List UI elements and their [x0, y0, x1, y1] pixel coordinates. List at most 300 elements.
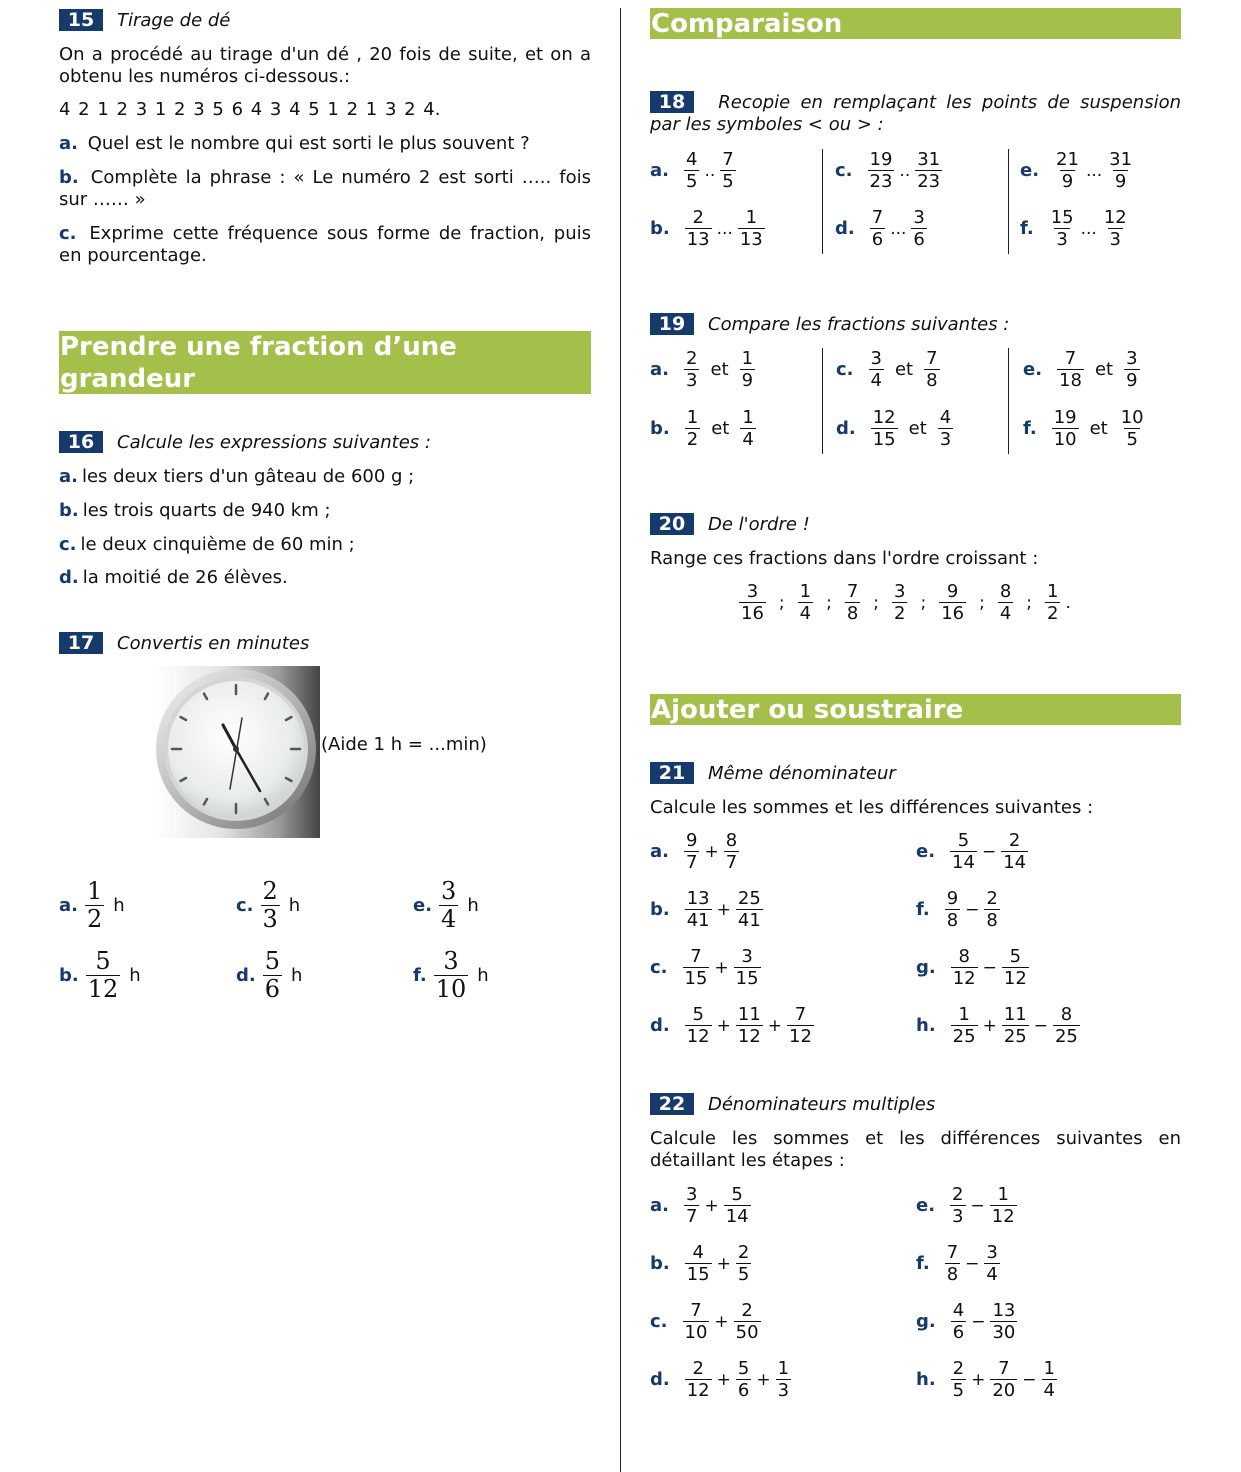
numerator: 7 [1064, 348, 1077, 369]
unit-label: h [467, 895, 479, 916]
fraction [950, 1184, 965, 1227]
item-label: b. [650, 899, 670, 920]
numerator: 11 [1003, 1004, 1027, 1025]
fraction [990, 1358, 1017, 1401]
denominator: 25 [1003, 1026, 1027, 1047]
fraction [685, 1004, 712, 1047]
exercise-15-intro: On a procédé au tirage d'un dé , 20 fois de suite, et on a obtenu les numéros ci-dessous.: [59, 44, 591, 87]
fraction [739, 581, 766, 624]
fraction [740, 348, 755, 391]
denominator: 3 [685, 370, 698, 391]
item-label: g. [916, 957, 936, 978]
numerator: 1 [777, 1358, 790, 1379]
calculation-item [650, 1242, 754, 1285]
item-label: d. [59, 567, 79, 588]
denominator: 12 [952, 968, 976, 989]
denominator: 5 [1126, 429, 1138, 450]
fraction [938, 407, 953, 450]
clock-icon [156, 666, 320, 838]
numerator: 4 [952, 1300, 965, 1321]
fraction [951, 1300, 966, 1343]
numerator: 1 [1043, 1358, 1055, 1379]
item-label: h. [916, 1015, 936, 1036]
item-label: b. [59, 965, 79, 986]
question-text: Exprime cette fréquence sous forme de fraction, puis en pourcentage. [59, 223, 591, 266]
clock-image [156, 666, 320, 838]
operator: + [767, 1015, 783, 1036]
unit-label: h [477, 965, 489, 986]
numerator: 8 [725, 830, 738, 851]
denominator: 4 [441, 905, 457, 933]
denominator: 5 [737, 1264, 750, 1285]
denominator: 8 [946, 1264, 959, 1285]
separator: ; [873, 592, 880, 613]
item-label: c. [836, 359, 854, 380]
denominator: 15 [872, 429, 896, 450]
calculation-item [916, 1300, 1020, 1343]
numerator: 31 [1109, 149, 1133, 170]
conversion-item [413, 948, 489, 1003]
comparison-item [1020, 207, 1132, 250]
fraction [915, 149, 942, 192]
ellipsis: ... [716, 218, 733, 239]
denominator: 3 [262, 905, 278, 933]
item-label: c. [59, 534, 77, 555]
numerator: 1 [1047, 581, 1059, 602]
exercise-18-header [650, 91, 1181, 136]
numerator: 5 [957, 830, 970, 851]
exercise-title: Tirage de dé [117, 9, 231, 31]
denominator: 10 [435, 975, 467, 1003]
numerator: 9 [685, 830, 698, 851]
comparison-item [1023, 407, 1149, 450]
denominator: 12 [87, 975, 119, 1003]
et-word: et [711, 418, 730, 439]
denominator: 14 [725, 1206, 749, 1227]
numerator: 9 [946, 888, 959, 909]
question-text: Quel est le nombre qui est sorti le plus souvent ? [87, 133, 530, 154]
operator: − [965, 899, 980, 920]
comparison-item [650, 407, 759, 450]
fraction [685, 1358, 712, 1401]
calculation-item [650, 1004, 817, 1047]
numerator: 1 [741, 348, 754, 369]
calculation-item [650, 830, 742, 873]
item-label: a. [650, 1195, 669, 1216]
denominator: 12 [686, 1380, 710, 1401]
fraction [685, 1242, 712, 1285]
question-label: b. [59, 167, 79, 188]
calculation-item [650, 888, 766, 931]
conversion-item [413, 878, 479, 933]
exercise-number: 20 [650, 513, 694, 535]
numerator: 2 [952, 1184, 964, 1205]
list-item [59, 500, 331, 522]
et-word: et [894, 359, 914, 380]
comparison-item [650, 207, 768, 250]
numerator: 1 [958, 1004, 970, 1025]
numerator: 2 [1008, 830, 1021, 851]
fraction [1119, 407, 1146, 450]
denominator: 10 [684, 1322, 708, 1343]
fraction [1054, 149, 1081, 192]
ellipsis: ... [890, 218, 907, 239]
calculation-item [916, 830, 1031, 873]
denominator: 6 [264, 975, 281, 1003]
denominator: 13 [686, 229, 710, 250]
fraction [776, 1358, 791, 1401]
denominator: 15 [735, 968, 759, 989]
denominator: 18 [1059, 370, 1082, 391]
item-label: a. [59, 466, 78, 487]
item-label: f. [1020, 218, 1034, 239]
denominator: 4 [999, 603, 1012, 624]
item-label: e. [916, 1195, 936, 1216]
comparison-item [1023, 348, 1143, 391]
calculation-item [916, 888, 1003, 931]
fraction [684, 348, 699, 391]
operator: + [714, 957, 729, 978]
fraction [845, 581, 860, 624]
fraction [683, 946, 710, 989]
numerator: 7 [690, 1300, 702, 1321]
fraction [1049, 207, 1076, 250]
numerator: 7 [926, 348, 938, 369]
denominator: 30 [992, 1322, 1016, 1343]
comparison-item [836, 407, 956, 450]
numerator: 2 [692, 1358, 704, 1379]
fraction [1052, 407, 1079, 450]
ellipsis: ... [1085, 160, 1103, 181]
calculation-item [650, 946, 764, 989]
operator: + [714, 1311, 729, 1332]
grid-divider [1008, 348, 1009, 454]
exercise-number: 15 [59, 9, 103, 31]
numerator: 7 [871, 207, 884, 228]
numerator: 19 [1053, 407, 1077, 428]
numerator: 8 [958, 946, 970, 967]
denominator: 9 [1061, 171, 1074, 192]
operator: − [1022, 1369, 1037, 1390]
numerator: 2 [986, 888, 998, 909]
numerator: 31 [917, 149, 941, 170]
operator: + [716, 1253, 731, 1274]
conversion-item [59, 948, 141, 1003]
denominator: 5 [952, 1380, 965, 1401]
item-label: e. [1023, 359, 1043, 380]
question-text: Complète la phrase : « Le numéro 2 est sorti ….. fois sur …… » [59, 167, 591, 210]
denominator: 41 [686, 910, 710, 931]
numerator: 1 [745, 207, 758, 228]
item-label: b. [59, 500, 79, 521]
item-label: c. [650, 1311, 668, 1332]
fraction [869, 348, 884, 391]
question-a [59, 133, 591, 155]
denominator: 15 [684, 968, 708, 989]
calculation-item [650, 1184, 754, 1227]
ellipsis: ... [1080, 218, 1097, 239]
fraction [1057, 348, 1084, 391]
exercise-22-intro: Calcule les sommes et les différences suivantes en détaillant les étapes : [650, 1128, 1181, 1171]
fraction [685, 888, 712, 931]
exercise-20-intro: Range ces fractions dans l'ordre croissant : [650, 548, 1039, 569]
item-label: d. [650, 1015, 670, 1036]
section-banner-comparaison: Comparaison [650, 8, 1181, 39]
item-label: f. [916, 1253, 930, 1274]
fraction [684, 149, 699, 192]
fraction [683, 1300, 710, 1343]
operator: + [716, 899, 731, 920]
fraction [736, 1358, 751, 1401]
numerator: 2 [737, 1242, 750, 1263]
item-label: g. [916, 1311, 936, 1332]
item-label: d. [650, 1369, 670, 1390]
fraction [990, 1300, 1017, 1343]
denominator: 2 [86, 905, 103, 933]
fraction [990, 1184, 1017, 1227]
fraction [892, 581, 907, 624]
denominator: 3 [1109, 229, 1121, 250]
item-label: b. [650, 218, 670, 239]
section-banner-ajouter: Ajouter ou soustraire [650, 694, 1181, 725]
numerator: 3 [1126, 348, 1138, 369]
fraction [685, 207, 712, 250]
numerator: 7 [998, 1358, 1010, 1379]
item-label: e. [413, 895, 433, 916]
operator: + [716, 1015, 731, 1036]
numerator: 3 [870, 348, 882, 369]
numerator: 2 [692, 207, 704, 228]
fraction [1102, 207, 1129, 250]
denominator: 6 [913, 229, 925, 250]
conversion-item [236, 878, 300, 933]
denominator: 7 [685, 1206, 698, 1227]
separator: ; [920, 592, 927, 613]
item-label: c. [835, 160, 853, 181]
exercise-title: Dénominateurs multiples [708, 1093, 936, 1115]
calculation-item [650, 1358, 794, 1401]
numerator: 7 [794, 1004, 807, 1025]
item-label: d. [236, 965, 256, 986]
denominator: 12 [737, 1026, 761, 1047]
item-label: a. [59, 895, 78, 916]
list-item [59, 466, 414, 488]
denominator: 23 [869, 171, 893, 192]
fraction [685, 407, 700, 450]
numerator: 7 [946, 1242, 959, 1263]
item-label: e. [916, 841, 936, 862]
numerator: 15 [1050, 207, 1074, 228]
item-label: d. [835, 218, 855, 239]
exercise-title: Calcule les expressions suivantes : [117, 431, 431, 453]
operator: + [971, 1369, 986, 1390]
numerator: 1 [742, 407, 754, 428]
fraction [734, 1300, 761, 1343]
fraction [684, 1184, 699, 1227]
denominator: 6 [871, 229, 884, 250]
numerator: 1 [799, 581, 812, 602]
denominator: 3 [777, 1380, 790, 1401]
denominator: 9 [1114, 171, 1127, 192]
fraction [984, 1242, 999, 1285]
operator: + [982, 1015, 997, 1036]
fraction [439, 878, 458, 933]
fraction [798, 581, 813, 624]
comparison-item [835, 207, 930, 250]
separator: ; [979, 592, 985, 613]
numerator: 3 [746, 581, 759, 602]
item-label: f. [1023, 418, 1037, 439]
exercise-title: Compare les fractions suivantes : [708, 313, 1010, 335]
fraction [736, 1004, 763, 1047]
denominator: 20 [992, 1380, 1016, 1401]
operator: − [965, 1253, 980, 1274]
item-label: b. [650, 418, 670, 439]
denominator: 4 [742, 429, 754, 450]
numerator: 1 [997, 1184, 1009, 1205]
denominator: 50 [735, 1322, 759, 1343]
et-word: et [1089, 418, 1108, 439]
fraction [924, 348, 939, 391]
question-label: a. [59, 133, 78, 154]
fraction [871, 407, 898, 450]
numerator: 3 [443, 947, 459, 975]
fraction [85, 878, 104, 933]
fraction [984, 888, 999, 931]
calculation-item [916, 1004, 1083, 1047]
numerator: 2 [952, 1358, 965, 1379]
fraction [1001, 830, 1028, 873]
item-text: les trois quarts de 940 km ; [82, 500, 331, 521]
numerator: 3 [986, 1242, 998, 1263]
numerator: 5 [1009, 946, 1022, 967]
item-label: a. [650, 841, 669, 862]
denominator: 4 [986, 1264, 998, 1285]
fraction [1002, 946, 1029, 989]
operator: + [704, 1195, 719, 1216]
fraction [945, 888, 960, 931]
denominator: 5 [685, 171, 698, 192]
operator: − [970, 1195, 985, 1216]
denominator: 8 [926, 370, 938, 391]
numerator: 12 [872, 407, 896, 428]
question-b [59, 167, 591, 211]
denominator: 7 [725, 852, 738, 873]
calculation-item [916, 1184, 1020, 1227]
numerator: 3 [441, 877, 457, 905]
numerator: 2 [685, 348, 698, 369]
operator: − [982, 957, 997, 978]
numerator: 13 [686, 888, 710, 909]
conversion-item [59, 878, 125, 933]
operator: + [704, 841, 719, 862]
comparison-item [650, 348, 758, 391]
fraction [951, 1358, 966, 1401]
fraction [1045, 581, 1060, 624]
fraction [1002, 1004, 1029, 1047]
numerator: 5 [731, 1184, 743, 1205]
item-label: f. [916, 899, 930, 920]
fraction [868, 149, 895, 192]
operator: + [756, 1369, 771, 1390]
unit-label: h [291, 965, 303, 986]
denominator: 5 [722, 171, 734, 192]
denominator: 16 [741, 603, 764, 624]
numerator: 7 [722, 149, 734, 170]
item-text: la moitié de 26 élèves. [82, 567, 288, 588]
fraction [945, 1242, 960, 1285]
numerator: 1 [86, 877, 103, 905]
denominator: 15 [686, 1264, 710, 1285]
conversion-hint: (Aide 1 h = ...min) [321, 734, 487, 755]
list-item [59, 534, 355, 556]
exercise-16-header [59, 430, 431, 454]
denominator: 23 [917, 171, 941, 192]
denominator: 3 [1056, 229, 1068, 250]
denominator: 8 [946, 910, 959, 931]
calculation-item [916, 946, 1032, 989]
denominator: 6 [737, 1380, 750, 1401]
fraction [434, 948, 469, 1003]
unit-label: h [113, 895, 125, 916]
numerator: 8 [1060, 1004, 1073, 1025]
item-label: c. [236, 895, 254, 916]
item-label: a. [650, 160, 669, 181]
operator: + [716, 1369, 731, 1390]
denominator: 12 [1003, 968, 1027, 989]
fraction [736, 1242, 751, 1285]
fraction [950, 830, 977, 873]
denominator: 7 [685, 852, 698, 873]
denominator: 13 [739, 229, 763, 250]
exercise-19-header [650, 312, 1009, 336]
item-text: les deux tiers d'un gâteau de 600 g ; [81, 466, 415, 487]
denominator: 10 [1053, 429, 1077, 450]
numerator: 19 [869, 149, 893, 170]
fraction [740, 407, 755, 450]
numerator: 5 [264, 947, 281, 975]
calculation-item [650, 1300, 764, 1343]
exercise-title: De l'ordre ! [708, 513, 810, 535]
item-label: f. [413, 965, 427, 986]
numerator: 1 [686, 407, 699, 428]
item-label: c. [650, 957, 668, 978]
fraction [724, 830, 739, 873]
exercise-20-header [650, 512, 810, 536]
numerator: 3 [894, 581, 906, 602]
numerator: 5 [95, 947, 111, 975]
denominator: 4 [870, 370, 882, 391]
calculation-item [916, 1358, 1060, 1401]
numerator: 13 [992, 1300, 1016, 1321]
item-label: h. [916, 1369, 936, 1390]
exercise-number: 17 [59, 632, 103, 654]
denominator: 2 [894, 603, 906, 624]
item-text: le deux cinquième de 60 min ; [80, 534, 355, 555]
numerator: 11 [737, 1004, 761, 1025]
list-item [59, 567, 288, 589]
question-label: c. [59, 223, 77, 244]
fraction [951, 1004, 978, 1047]
fraction [720, 149, 735, 192]
numerator: 3 [741, 946, 753, 967]
conversion-item [236, 948, 302, 1003]
denominator: 8 [846, 603, 859, 624]
fraction [911, 207, 926, 250]
denominator: 12 [686, 1026, 710, 1047]
numerator: 5 [692, 1004, 704, 1025]
numerator: 9 [946, 581, 959, 602]
